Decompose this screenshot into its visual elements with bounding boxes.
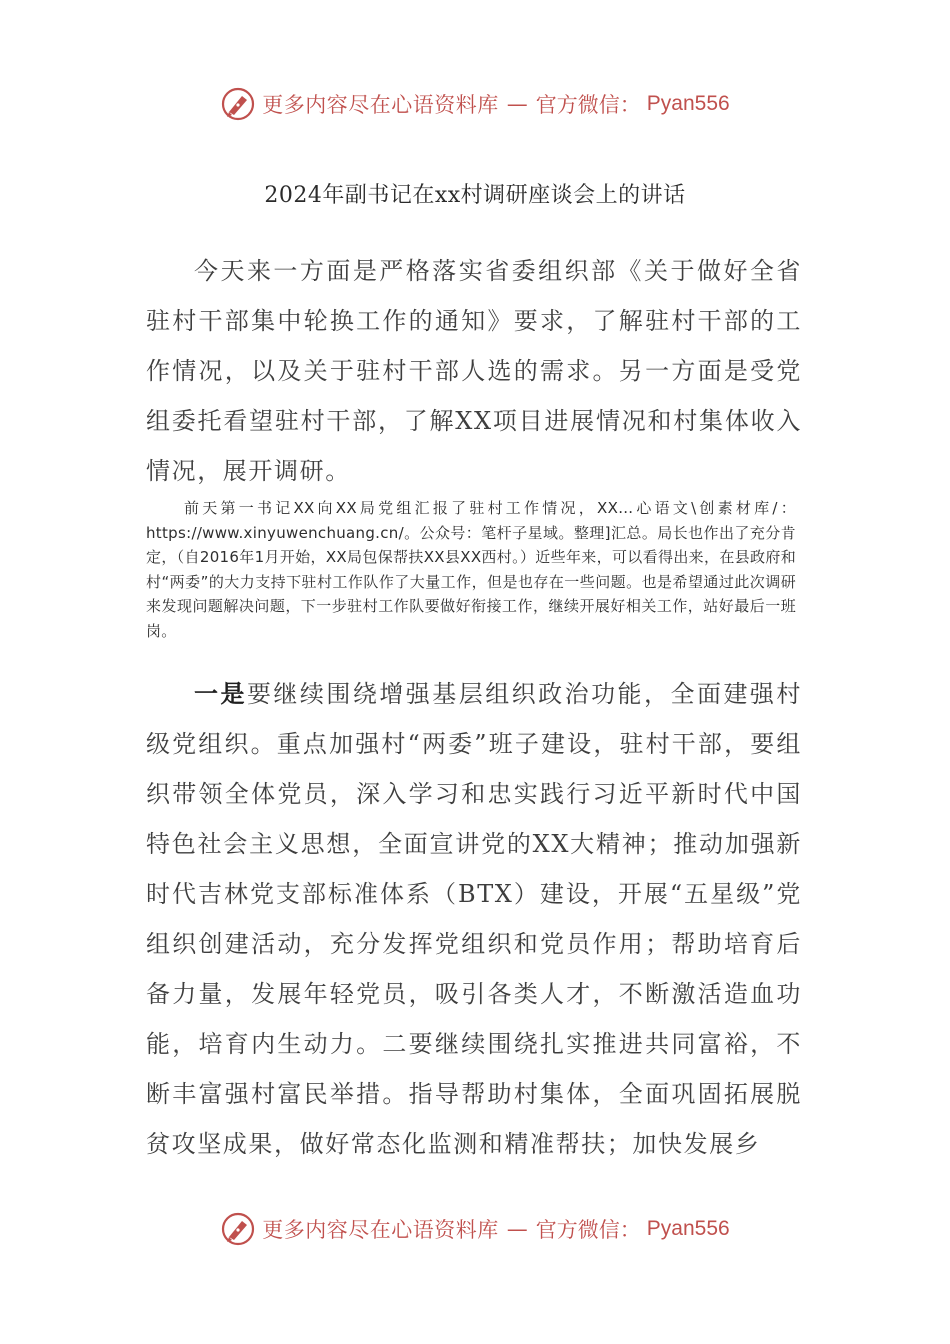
header-banner xyxy=(0,84,950,124)
banner-label: 官方微信： xyxy=(535,93,641,117)
banner-handle: Pyan556 xyxy=(646,1217,730,1240)
paragraph-3-lead: 一是 xyxy=(194,679,247,708)
paragraph-3 xyxy=(146,669,802,1169)
document-title: 2024年副书记在xx村调研座谈会上的讲话 xyxy=(264,183,686,208)
footer-banner xyxy=(0,1209,950,1249)
pen-nib-logo-icon xyxy=(220,1211,256,1247)
pen-nib-logo-icon xyxy=(220,86,256,122)
banner-text: 更多内容尽在心语资料库 xyxy=(262,1218,499,1242)
paragraph-1: 今天来一方面是严格落实省委组织部《关于做好全省驻村干部集中轮换工作的通知》要求，了解驻村干部的工作情况，以及关于驻村干部人选的需求。另一方面是受党组委托看望驻村干部，了解XX项目进展情况和村集体收入情况，展开调研。 xyxy=(146,257,802,485)
banner-text: 更多内容尽在心语资料库 xyxy=(262,93,499,117)
paragraph-2: 前天第一书记XX向XX局党组汇报了驻村工作情况，XX…心语文\创素材库/：https://www.xinyuwenchuang.cn/。公众号：笔杆子星域。整理]汇总。局长也作出了充分肯定，（自2016年1月开始，XX局包保帮扶XX县XX西村。）近些年来，可以看得出来，在县政府和村“两委”的大力支持下驻村工作队作了大量工作，但是也存在一些问题。也是希望通过此次调研来发现问题解决问题，下一步驻村工作队要做好衔接工作，继续开展好相关工作，站好最后一班岗。 xyxy=(146,499,796,640)
banner-dash: — xyxy=(506,92,528,116)
banner-handle: Pyan556 xyxy=(646,92,730,115)
banner-dash: — xyxy=(506,1217,528,1241)
banner-label: 官方微信： xyxy=(535,1218,641,1242)
paragraph-3-body: 要继续围绕增强基层组织政治功能，全面建强村级党组织。重点加强村“两委”班子建设，驻村干部，要组织带领全体党员，深入学习和忠实践行习近平新时代中国特色社会主义思想，全面宣讲党的XX大精神；推动加强新时代吉林党支部标准体系（BTX）建设，开展“五星级”党组织创建活动，充分发挥党组织和党员作用；帮助培育后备力量，发展年轻党员，吸引各类人才，不断激活造血功能，培育内生动力。二要继续围绕扎实推进共同富裕，不断丰富强村富民举措。指导帮助村集体，全面巩固拓展脱贫攻坚成果，做好常态化监测和精准帮扶；加快发展乡 xyxy=(146,680,802,1158)
